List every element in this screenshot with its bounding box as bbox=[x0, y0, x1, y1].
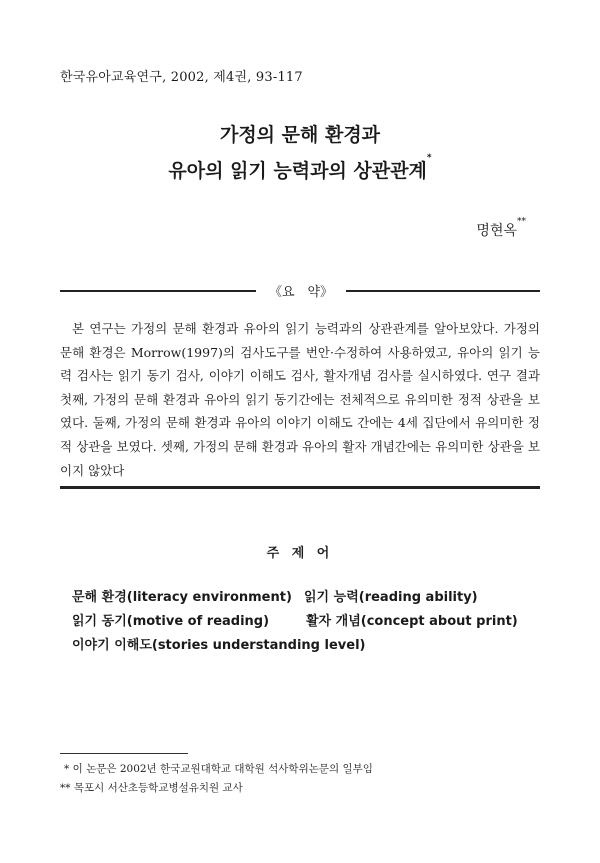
abstract-text: 본 연구는 가정의 문해 환경과 유아의 읽기 능력과의 상관관계를 알아보았다. 가정의 문해 환경은 Morrow(1997)의 검사도구를 번안·수정하여 사용하였고, 유아의 읽기 능력 검사는 읽기 동기 검사, 이야기 이해도 검사, 활자개념 검사를 실시하였다. 연구 결과 첫째, 가정의 문해 환경과 유아의 읽기 동기간에는 전체적으로 유의미한 정적 상관을 보였다. 둘째, 가정의 문해 환경과 유아의 이야기 이해도 간에는 4세 집단에서 유의미한 정적 상관을 보였다. 셋째, 가정의 문해 환경과 유아의 활자 개념간에는 유의미한 상관을 보이지 않았다 bbox=[60, 321, 540, 478]
author-footnote-mark: ** bbox=[517, 217, 526, 227]
keyword-item: 이야기 이해도(stories understanding level) bbox=[72, 638, 366, 653]
summary-rule-bottom bbox=[60, 486, 540, 489]
footnote-divider bbox=[60, 753, 188, 754]
footnote-1: * 이 논문은 2002년 한국교원대학교 대학원 석사학위논문의 일부임 bbox=[64, 763, 373, 775]
keyword-item: 읽기 동기(motive of reading) bbox=[72, 614, 270, 629]
title-footnote-mark: * bbox=[426, 153, 432, 163]
paper-title-line2 bbox=[0, 153, 600, 183]
paper-title-line2-text: 유아의 읽기 능력과의 상관관계 bbox=[168, 160, 427, 182]
keyword-item: 문해 환경(literacy environment) bbox=[72, 590, 292, 605]
paper-title-line1: 가정의 문해 환경과 bbox=[219, 124, 381, 146]
summary-label: 《요 약》 bbox=[268, 285, 334, 300]
keyword-item: 읽기 능력(reading ability) bbox=[304, 590, 478, 605]
keywords-heading: 주 제 어 bbox=[266, 546, 334, 561]
journal-citation: 한국유아교육연구, 2002, 제4권, 93-117 bbox=[60, 70, 303, 85]
keyword-item: 활자 개념(concept about print) bbox=[306, 614, 518, 629]
author bbox=[476, 217, 526, 240]
summary-rule-right bbox=[346, 290, 540, 292]
summary-rule-left bbox=[60, 290, 256, 292]
footnote-2: ** 목포시 서산초등학교병설유치원 교사 bbox=[60, 782, 243, 794]
author-name: 명현옥 bbox=[476, 223, 517, 239]
